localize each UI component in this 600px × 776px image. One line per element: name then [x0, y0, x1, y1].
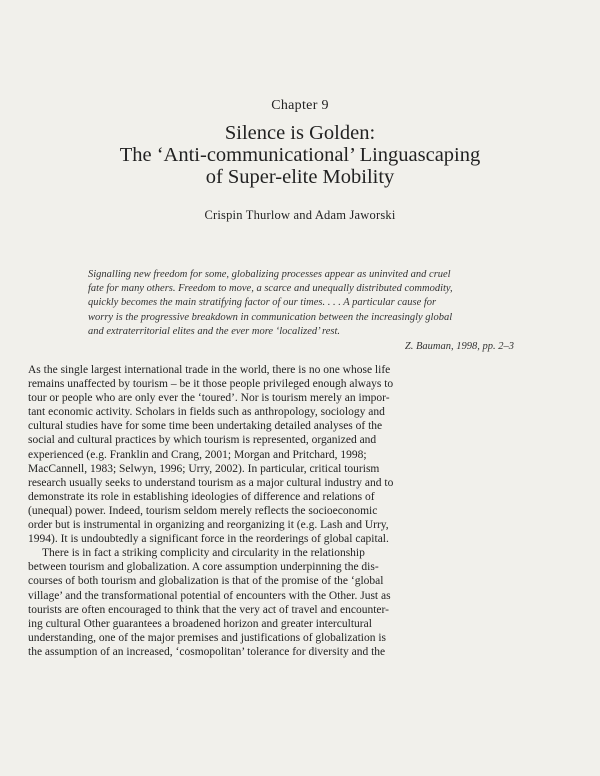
epigraph-line: quickly becomes the main stratifying factor of our times. . . . A particular cause for	[88, 297, 437, 309]
chapter-title	[0, 122, 600, 188]
authors: Crispin Thurlow and Adam Jaworski	[204, 208, 396, 222]
paragraph-1	[28, 363, 574, 546]
epigraph-source: Z. Bauman, 1998, pp. 2–3	[404, 341, 514, 353]
epigraph-line: and extraterritorial elites and the ever more ‘localized’ rest.	[88, 325, 341, 337]
title-line-1: Silence is Golden:	[224, 122, 376, 144]
body-line: understanding, one of the major premises and justifications of globalization is	[28, 631, 387, 644]
body-line: 1994). It is undoubtedly a significant force in the reorderings of global capital.	[28, 533, 389, 546]
body-line: tourists are often encouraged to think that the very act of travel and encounter-	[28, 603, 389, 616]
body-line: (unequal) power. Indeed, tourism seldom merely reflects the socioeconomic	[28, 504, 378, 517]
body-line: order but is instrumental in organizing and reorganizing it (e.g. Lash and Urry,	[28, 519, 389, 532]
epigraph-line: worry is the progressive breakdown in communication between the increasingly global	[88, 311, 453, 323]
body-line: tant economic activity. Scholars in fields such as anthropology, sociology and	[28, 406, 385, 419]
body-line: village’ and the transformational potential of encounters with the Other. Just as	[28, 589, 391, 602]
body-line: social and cultural practices by which tourism is represented, organized and	[28, 434, 377, 447]
body-line: demonstrate its role in establishing ideologies of difference and relations of	[28, 490, 375, 503]
epigraph-line: Signalling new freedom for some, globalizing processes appear as uninvited and cruel	[88, 269, 451, 280]
body-line: courses of both tourism and globalization is that of the promise of the ‘global	[28, 575, 384, 588]
body-line: between tourism and globalization. A core assumption underpinning the dis-	[28, 561, 379, 574]
body-text	[28, 363, 574, 659]
title-line-2: The ‘Anti-communicational’ Linguascaping	[119, 144, 481, 166]
body-line: As the single largest international trade in the world, there is no one whose life	[28, 364, 391, 376]
body-line: tour or people who are only ever the ‘toured’. Nor is tourism merely an impor-	[28, 392, 390, 405]
paragraph-2	[28, 546, 574, 659]
body-line: the assumption of an increased, ‘cosmopolitan’ tolerance for diversity and the	[28, 645, 386, 658]
body-line: ing cultural Other guarantees a broadened horizon and greater intercultural	[28, 617, 372, 630]
title-line-3: of Super-elite Mobility	[205, 166, 395, 188]
body-line: cultural studies have for some time been undertaking detailed analyses of the	[28, 420, 383, 433]
epigraph-line: fate for many others. Freedom to move, a scarce and unequally distributed commodity,	[88, 283, 453, 295]
body-line: experienced (e.g. Franklin and Crang, 2001; Morgan and Pritchard, 1998;	[28, 448, 367, 461]
epigraph	[88, 268, 514, 354]
body-line: There is in fact a striking complicity and circularity in the relationship	[42, 547, 365, 560]
body-line: MacCannell, 1983; Selwyn, 1996; Urry, 2002). In particular, critical tourism	[28, 462, 380, 475]
body-line: research usually seeks to understand tourism as a major cultural industry and to	[28, 476, 394, 489]
body-line: remains unaffected by tourism – be it those people privileged enough always to	[28, 378, 394, 391]
chapter-label: Chapter 9	[271, 98, 329, 113]
